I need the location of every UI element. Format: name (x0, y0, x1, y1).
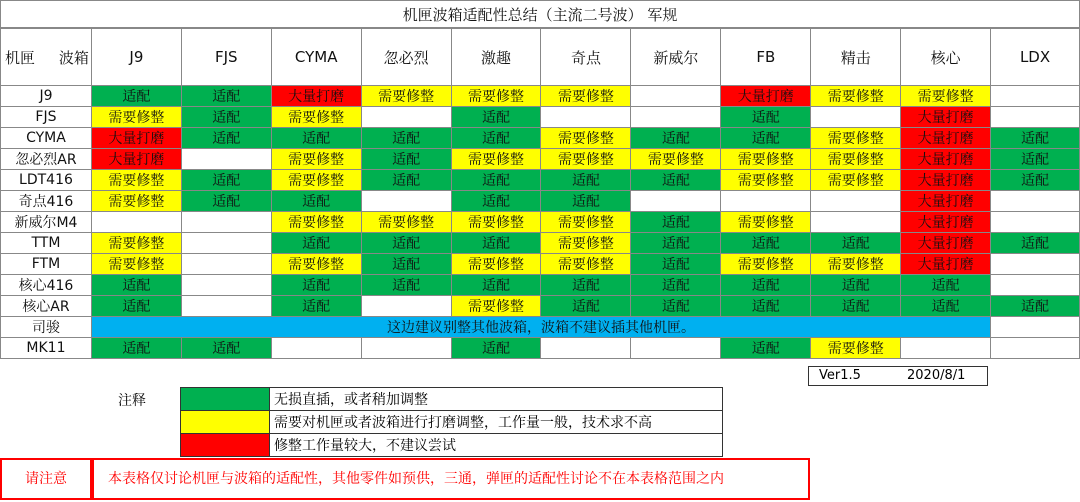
notice-label: 请注意 (0, 458, 92, 500)
compat-cell: 适配 (721, 275, 811, 296)
compat-cell: 需要修整 (721, 149, 811, 170)
compat-cell: 适配 (451, 107, 541, 128)
compat-cell: 适配 (451, 128, 541, 149)
compat-cell: 需要修整 (541, 149, 631, 170)
compat-cell: 需要修整 (91, 254, 181, 275)
compat-cell: 需要修整 (901, 86, 991, 107)
version-number: Ver1.5 (819, 368, 861, 383)
compat-cell (991, 317, 1080, 338)
compat-cell (721, 191, 811, 212)
compat-cell: 需要修整 (271, 170, 361, 191)
compat-cell: 需要修整 (721, 254, 811, 275)
table-row (1, 296, 1080, 317)
compat-cell: 需要修整 (721, 170, 811, 191)
compat-cell (181, 254, 271, 275)
compat-cell: 适配 (361, 128, 451, 149)
compat-cell: 需要修整 (271, 149, 361, 170)
column-header: FB (721, 29, 811, 86)
table-row (1, 149, 1080, 170)
compat-cell: 适配 (271, 191, 361, 212)
compat-cell: 适配 (91, 296, 181, 317)
compat-cell: 适配 (811, 233, 901, 254)
compat-cell: 适配 (451, 170, 541, 191)
compat-cell: 大量打磨 (901, 191, 991, 212)
compat-cell (181, 296, 271, 317)
row-header: 忽必烈AR (1, 149, 92, 170)
compat-cell: 适配 (721, 296, 811, 317)
compat-cell (91, 212, 181, 233)
compat-cell: 适配 (541, 170, 631, 191)
compat-cell: 大量打磨 (91, 128, 181, 149)
compat-cell: 适配 (901, 296, 991, 317)
column-header: 精击 (811, 29, 901, 86)
compat-cell: 适配 (181, 191, 271, 212)
compat-cell: 适配 (91, 275, 181, 296)
compat-cell (181, 233, 271, 254)
compat-cell: 需要修整 (811, 86, 901, 107)
compat-cell: 适配 (541, 191, 631, 212)
compat-cell: 适配 (631, 212, 721, 233)
legend-text: 修整工作量较大，不建议尝试 (270, 434, 723, 457)
compat-cell (181, 275, 271, 296)
compat-cell: 适配 (451, 191, 541, 212)
compat-cell: 适配 (451, 338, 541, 359)
sheet-title: 机匣波箱适配性总结（主流二号波） 军规 (0, 0, 1080, 28)
column-header: LDX (991, 29, 1080, 86)
compat-cell: 需要修整 (541, 86, 631, 107)
header-row (1, 29, 1080, 86)
compat-cell (181, 149, 271, 170)
compat-cell (541, 338, 631, 359)
compat-cell: 适配 (181, 86, 271, 107)
compat-cell: 适配 (361, 254, 451, 275)
compat-cell: 大量打磨 (901, 128, 991, 149)
compat-cell: 适配 (721, 107, 811, 128)
compat-cell: 适配 (541, 275, 631, 296)
column-header: 核心 (901, 29, 991, 86)
table-row (1, 275, 1080, 296)
column-header: 奇点 (541, 29, 631, 86)
table-row (1, 254, 1080, 275)
version-date: 2020/8/1 (907, 368, 966, 383)
row-header: 核心416 (1, 275, 92, 296)
compat-cell: 适配 (91, 86, 181, 107)
compat-cell: 需要修整 (451, 212, 541, 233)
compat-cell (991, 338, 1080, 359)
compat-cell: 适配 (631, 275, 721, 296)
compat-cell: 适配 (991, 128, 1080, 149)
column-header: 忽必烈 (361, 29, 451, 86)
compat-cell: 适配 (271, 128, 361, 149)
legend-swatch (181, 388, 270, 411)
compat-cell: 适配 (811, 296, 901, 317)
compat-cell (361, 338, 451, 359)
legend-label: 注释 (118, 393, 146, 409)
compat-cell: 需要修整 (271, 212, 361, 233)
row-header: FJS (1, 107, 92, 128)
compat-cell: 适配 (361, 149, 451, 170)
row-header: MK11 (1, 338, 92, 359)
compat-cell: 适配 (271, 233, 361, 254)
table-row (1, 233, 1080, 254)
compat-cell (541, 107, 631, 128)
compat-cell: 适配 (721, 338, 811, 359)
legend-row (181, 411, 723, 434)
table-row (1, 170, 1080, 191)
compat-cell (991, 212, 1080, 233)
compat-cell: 需要修整 (451, 149, 541, 170)
compat-cell: 需要修整 (451, 86, 541, 107)
compat-cell: 需要修整 (91, 233, 181, 254)
table-row (1, 212, 1080, 233)
compat-cell: 需要修整 (811, 149, 901, 170)
compat-cell: 需要修整 (361, 212, 451, 233)
compat-cell: 适配 (631, 233, 721, 254)
compat-cell (361, 191, 451, 212)
compat-cell: 适配 (451, 275, 541, 296)
compat-cell: 需要修整 (451, 254, 541, 275)
compat-cell: 需要修整 (541, 254, 631, 275)
compat-cell: 大量打磨 (901, 170, 991, 191)
compat-cell: 适配 (361, 233, 451, 254)
compat-cell: 适配 (721, 128, 811, 149)
row-header: 核心AR (1, 296, 92, 317)
legend-swatch (181, 434, 270, 457)
table-row (1, 86, 1080, 107)
table-row (1, 191, 1080, 212)
table-row (1, 107, 1080, 128)
compat-cell (991, 86, 1080, 107)
compat-cell: 适配 (361, 275, 451, 296)
compat-cell: 适配 (181, 107, 271, 128)
legend-row (181, 434, 723, 457)
legend-text: 无损直插，或者稍加调整 (270, 388, 723, 411)
notice-text: 本表格仅讨论机匣与波箱的适配性，其他零件如预供，三通，弹匣的适配性讨论不在本表格范围之内 (92, 458, 810, 500)
compat-cell (271, 338, 361, 359)
table-row (1, 128, 1080, 149)
compat-cell: 需要修整 (811, 254, 901, 275)
compat-cell: 需要修整 (631, 149, 721, 170)
compat-cell: 适配 (271, 275, 361, 296)
compat-cell: 大量打磨 (721, 86, 811, 107)
compat-cell: 适配 (181, 170, 271, 191)
compat-cell (811, 107, 901, 128)
compat-cell (811, 191, 901, 212)
table-row (1, 317, 1080, 338)
compat-cell: 适配 (631, 170, 721, 191)
compat-cell: 适配 (991, 170, 1080, 191)
compat-cell: 适配 (991, 233, 1080, 254)
corner-cell (1, 29, 92, 86)
compat-cell: 大量打磨 (901, 212, 991, 233)
compat-cell: 需要修整 (271, 107, 361, 128)
row-header: CYMA (1, 128, 92, 149)
legend-swatch (181, 411, 270, 434)
compat-cell: 需要修整 (541, 212, 631, 233)
row-header: 奇点416 (1, 191, 92, 212)
sijun-note: 这边建议别整其他波箱，波箱不建议插其他机匣。 (91, 317, 990, 338)
row-header: FTM (1, 254, 92, 275)
compat-cell (361, 296, 451, 317)
compat-cell (991, 254, 1080, 275)
column-header: 激趣 (451, 29, 541, 86)
compat-cell: 需要修整 (811, 170, 901, 191)
compat-cell: 适配 (271, 296, 361, 317)
compat-cell: 需要修整 (721, 212, 811, 233)
row-header: LDT416 (1, 170, 92, 191)
corner-label-cols: 波箱 (58, 49, 89, 67)
compat-cell: 需要修整 (91, 191, 181, 212)
compat-cell: 适配 (811, 275, 901, 296)
legend-table (180, 387, 723, 457)
compat-cell: 适配 (451, 233, 541, 254)
column-header: 新威尔 (631, 29, 721, 86)
compat-cell: 大量打磨 (901, 233, 991, 254)
row-header: J9 (1, 86, 92, 107)
column-header: CYMA (271, 29, 361, 86)
version-box (808, 366, 988, 386)
compat-cell (631, 191, 721, 212)
column-header: FJS (181, 29, 271, 86)
compat-cell: 需要修整 (811, 338, 901, 359)
compat-cell (181, 212, 271, 233)
compat-cell: 适配 (631, 254, 721, 275)
compatibility-table (0, 28, 1080, 359)
compat-cell (631, 338, 721, 359)
compat-cell (991, 275, 1080, 296)
compat-cell: 适配 (631, 296, 721, 317)
compat-cell: 适配 (991, 149, 1080, 170)
compat-cell (361, 107, 451, 128)
compat-cell: 大量打磨 (901, 107, 991, 128)
compat-cell: 大量打磨 (901, 254, 991, 275)
compat-cell: 适配 (721, 233, 811, 254)
compat-cell: 大量打磨 (271, 86, 361, 107)
compat-cell: 需要修整 (271, 254, 361, 275)
compat-cell: 需要修整 (91, 107, 181, 128)
compat-cell: 需要修整 (811, 128, 901, 149)
compat-cell: 适配 (91, 338, 181, 359)
column-header: J9 (91, 29, 181, 86)
compat-cell: 需要修整 (541, 233, 631, 254)
compat-cell (631, 86, 721, 107)
compat-cell: 需要修整 (541, 128, 631, 149)
legend-text: 需要对机匣或者波箱进行打磨调整，工作量一般，技术求不高 (270, 411, 723, 434)
compat-cell (901, 338, 991, 359)
compat-cell: 适配 (181, 338, 271, 359)
corner-label-rows: 机匣 (5, 49, 36, 67)
compat-cell: 需要修整 (451, 296, 541, 317)
row-header: 司骏 (1, 317, 92, 338)
row-header: 新威尔M4 (1, 212, 92, 233)
compat-cell (631, 107, 721, 128)
compat-cell: 适配 (181, 128, 271, 149)
compat-cell: 适配 (541, 296, 631, 317)
compat-cell: 适配 (361, 170, 451, 191)
compat-cell: 适配 (901, 275, 991, 296)
compat-cell: 需要修整 (91, 170, 181, 191)
compat-cell (991, 191, 1080, 212)
compat-cell: 适配 (991, 296, 1080, 317)
table-row (1, 338, 1080, 359)
row-header: TTM (1, 233, 92, 254)
compat-cell: 大量打磨 (901, 149, 991, 170)
compat-cell: 大量打磨 (91, 149, 181, 170)
compat-cell: 需要修整 (361, 86, 451, 107)
compat-cell (811, 212, 901, 233)
compat-cell: 适配 (631, 128, 721, 149)
compat-cell (991, 107, 1080, 128)
legend-row (181, 388, 723, 411)
